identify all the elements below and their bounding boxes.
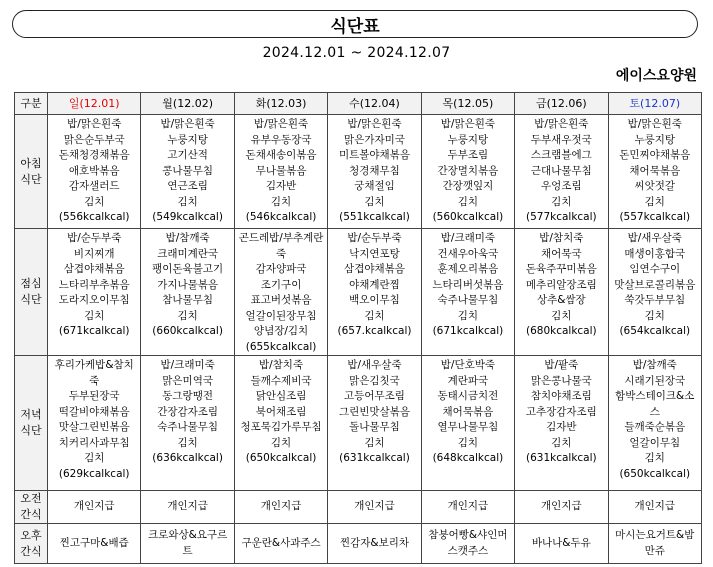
menu-cell [421, 229, 514, 356]
menu-item: 매생이홍합국 [624, 247, 686, 260]
menu-item: (629kcalkcal) [58, 467, 130, 480]
menu-item: 숙주나물무침 [157, 421, 219, 433]
meal-label-line: 오전 [20, 492, 42, 505]
menu-item: 맑은순두부국 [63, 133, 125, 146]
menu-cell [141, 491, 234, 524]
menu-item: 두부된장국 [68, 390, 120, 402]
meal-label-line: 아침 [20, 156, 42, 170]
menu-item: 밥/참깨죽 [632, 359, 677, 371]
menu-item: 채어묵국 [541, 247, 582, 260]
menu-item: 청포묵김가루무침 [240, 421, 322, 433]
menu-item: (680kcalkcal) [525, 325, 597, 337]
menu-item: 누룽지탕 [447, 133, 489, 146]
menu-item: (577kcalkcal) [525, 211, 597, 223]
menu-item: 김치 [177, 195, 198, 208]
menu-item: 개인지급 [354, 500, 395, 513]
menu-item: 상추&쌈장 [536, 294, 586, 306]
menu-item: 맑은가자미국 [344, 133, 405, 146]
menu-cell [141, 115, 234, 229]
menu-item: 밥/단호박죽 [440, 359, 496, 371]
menu-item: 쑥갓두부무침 [624, 294, 686, 306]
menu-item: 낙지연포탕 [349, 247, 400, 260]
menu-item: 개인지급 [260, 500, 302, 513]
menu-item: (655kcalkcal) [245, 340, 317, 353]
menu-item: 숙주나물무침 [437, 294, 499, 306]
menu-item: 밥/팥죽 [544, 359, 579, 371]
menu-item: 맑은김칫국 [349, 374, 400, 387]
menu-item: 개인지급 [73, 500, 115, 513]
menu-item: (556kcalkcal) [58, 211, 130, 223]
menu-cell [608, 491, 701, 524]
menu-item: 김치 [177, 309, 198, 322]
menu-item: (560kcalkcal) [432, 211, 504, 223]
menu-item: 얼갈이된장무침 [245, 309, 317, 322]
menu-item: 밥/참치죽 [539, 232, 584, 244]
menu-cell [48, 491, 141, 524]
menu-cell [234, 524, 327, 564]
menu-cell [234, 356, 327, 491]
menu-item: 스크램블에그 [530, 149, 592, 161]
menu-cell [421, 524, 514, 564]
menu-item: 김치 [364, 436, 385, 449]
menu-item: 찐고구마&배즙 [59, 536, 129, 549]
menu-item: 후리가케밥&참치죽 [54, 359, 134, 387]
menu-item: 누룽지탕 [167, 133, 208, 146]
menu-item: 조기구이 [260, 278, 302, 291]
menu-item: 밥/크래미죽 [440, 232, 496, 244]
menu-cell [515, 229, 608, 356]
menu-item: 밥/순두부죽 [67, 232, 122, 244]
corner-header: 구분 [15, 93, 48, 115]
menu-item: 개인지급 [447, 500, 489, 513]
menu-item: 돈채청경채볶음 [58, 149, 130, 161]
menu-cell [515, 491, 608, 524]
menu-item: (648kcalkcal) [432, 452, 504, 464]
morning-snack-row [15, 491, 702, 524]
menu-item: 그린빈맛살볶음 [338, 405, 410, 418]
menu-cell [515, 115, 608, 229]
afternoon-snack-row [15, 524, 702, 564]
menu-item: (671kcalkcal) [432, 325, 504, 337]
day-header: 수(12.04) [328, 93, 421, 115]
menu-item: 밥/맑은흰죽 [627, 118, 682, 130]
menu-item: 훈제오리볶음 [437, 263, 499, 275]
menu-cell [328, 115, 421, 229]
day-header: 목(12.05) [421, 93, 514, 115]
menu-cell [328, 356, 421, 491]
menu-item: 밥/새우살죽 [347, 359, 402, 371]
menu-item: 김치 [457, 309, 479, 322]
menu-cell [234, 491, 327, 524]
menu-cell [48, 356, 141, 491]
menu-item: 김치 [551, 309, 572, 322]
menu-item: 밥/맑은흰죽 [347, 118, 402, 130]
menu-cell [328, 229, 421, 356]
menu-item: 찐감자&보리차 [339, 536, 409, 549]
menu-item: 돌나물무침 [349, 421, 400, 433]
menu-item: 임연수구이 [629, 263, 681, 275]
menu-item: 밥/맑은흰죽 [440, 118, 496, 130]
menu-cell [328, 524, 421, 564]
menu-item: (557kcalkcal) [619, 211, 691, 223]
menu-item: 밥/참치죽 [258, 359, 304, 371]
menu-item: 고등어무조림 [344, 390, 405, 402]
menu-item: 팽이돈육불고기 [152, 263, 224, 275]
menu-item: 닭안심조림 [255, 390, 307, 402]
menu-item: 참치야채조림 [530, 390, 592, 402]
menu-item: 맑은콩나물국 [530, 374, 592, 387]
menu-item: 북어채조림 [255, 405, 307, 418]
menu-item: 고기산적 [167, 149, 208, 161]
menu-cell [608, 524, 701, 564]
menu-item: 두부조림 [447, 149, 489, 161]
menu-item: 유부우동장국 [250, 133, 312, 146]
day-header-row [15, 93, 702, 115]
weekly-menu-table [14, 92, 702, 564]
page-title: 식단표 [330, 16, 380, 37]
menu-item: (650kcalkcal) [245, 452, 317, 464]
meal-label [15, 524, 48, 564]
breakfast-row [15, 115, 702, 229]
menu-item: (660kcalkcal) [152, 325, 223, 337]
menu-cell [141, 524, 234, 564]
menu-item: 곤드레밥/부추계란죽 [238, 232, 324, 260]
organization-name: 에이스요양원 [615, 68, 697, 84]
menu-item: 김치 [551, 436, 572, 449]
menu-cell [141, 229, 234, 356]
menu-cell [608, 229, 701, 356]
meal-label-line: 점심 [20, 277, 42, 290]
menu-item: 밥/참깨죽 [165, 232, 210, 244]
lunch-row [15, 229, 702, 356]
menu-item: 개인지급 [541, 500, 582, 513]
meal-label [15, 356, 48, 491]
menu-item: (551kcalkcal) [339, 211, 410, 223]
meal-label-line: 식단 [20, 293, 42, 306]
menu-item: 맛살그린빈볶음 [58, 421, 130, 433]
menu-item: (549kcalkcal) [152, 211, 223, 223]
menu-item: (650kcalkcal) [619, 467, 691, 480]
menu-cell [515, 356, 608, 491]
menu-item: 돈민찌야채볶음 [619, 149, 691, 161]
menu-item: 바나나&두유 [531, 536, 591, 549]
menu-cell [421, 356, 514, 491]
meal-label-line: 저녁 [20, 408, 42, 421]
menu-cell [48, 229, 141, 356]
menu-body [15, 115, 702, 564]
menu-item: 밥/크래미죽 [160, 359, 215, 371]
meal-label [15, 115, 48, 229]
menu-item: 참나물무침 [162, 294, 213, 306]
menu-item: 맑은미역국 [162, 374, 213, 387]
menu-item: 청경채무침 [349, 164, 400, 177]
day-header: 금(12.06) [515, 93, 608, 115]
menu-cell [48, 115, 141, 229]
menu-cell [48, 524, 141, 564]
dinner-row [15, 356, 702, 491]
menu-cell [141, 356, 234, 491]
menu-item: 밥/맑은흰죽 [534, 118, 589, 130]
menu-item: 백오이무침 [349, 294, 400, 306]
meal-label [15, 229, 48, 356]
menu-item: 느타리부추볶음 [58, 278, 130, 291]
day-header: 토(12.07) [608, 93, 701, 115]
menu-item: 간장깻잎지 [442, 180, 494, 192]
menu-item: 김자반 [546, 421, 577, 433]
menu-item: 구운란&사과주스 [241, 536, 321, 549]
menu-item: 채어묵볶음 [442, 405, 494, 418]
menu-item: 연근조림 [167, 180, 208, 192]
menu-item: 고추장감자조림 [525, 405, 597, 418]
menu-period: 2024.12.01 ~ 2024.12.07 [262, 45, 451, 61]
menu-item: 야채계란찜 [349, 278, 400, 291]
day-header: 월(12.02) [141, 93, 234, 115]
menu-item: 건새우아욱국 [437, 247, 499, 260]
menu-item: 계란파국 [447, 374, 489, 387]
day-header: 일(12.01) [48, 93, 141, 115]
day-header: 화(12.03) [234, 93, 327, 115]
menu-item: 삼겹야채볶음 [63, 263, 125, 275]
menu-item: 씨앗젓갈 [634, 180, 676, 192]
menu-cell [515, 524, 608, 564]
menu-item: 삼겹야채볶음 [344, 263, 405, 275]
menu-item: 김치 [644, 452, 665, 464]
menu-title-box [12, 10, 698, 38]
menu-item: (631kcalkcal) [525, 452, 597, 464]
menu-item: 김치 [551, 195, 572, 208]
menu-item: 우엉조림 [541, 180, 582, 192]
menu-item: (671kcalkcal) [58, 325, 130, 337]
menu-cell [234, 115, 327, 229]
menu-item: 얼갈이무침 [629, 436, 681, 449]
menu-item: 개인지급 [634, 500, 676, 513]
menu-item: 김치 [270, 195, 292, 208]
menu-item: 궁채절임 [354, 180, 395, 192]
menu-item: 김치 [457, 195, 479, 208]
menu-item: (657.kcalkcal) [337, 325, 412, 337]
menu-item: 밥/맑은흰죽 [67, 118, 122, 130]
menu-item: 누룽지탕 [634, 133, 676, 146]
menu-item: 김치 [84, 195, 105, 208]
menu-item: 김치 [644, 309, 665, 322]
menu-cell [328, 491, 421, 524]
menu-item: 김치 [644, 195, 665, 208]
menu-item: (654kcalkcal) [619, 325, 691, 337]
menu-item: 참붕어빵&샤인머스캣주스 [428, 529, 508, 557]
menu-item: 김치 [364, 195, 385, 208]
menu-item: 밥/맑은흰죽 [253, 118, 309, 130]
menu-cell [421, 491, 514, 524]
menu-item: 느타리버섯볶음 [432, 278, 504, 291]
meal-label-line: 오후 [20, 528, 42, 542]
menu-item: 시래기된장국 [624, 374, 686, 387]
menu-item: 들깨수제비국 [250, 374, 312, 387]
menu-item: 김치 [457, 436, 479, 449]
menu-item: 가지나물볶음 [157, 278, 219, 291]
menu-item: 마시는요거트&밤만쥬 [615, 529, 695, 557]
menu-item: 크로와상&요구르트 [148, 529, 228, 557]
menu-item: 김자반 [265, 180, 297, 192]
menu-item: 밥/순두부죽 [347, 232, 402, 244]
meal-label-line: 식단 [20, 424, 42, 437]
menu-item: 애호박볶음 [68, 164, 120, 177]
menu-cell [608, 356, 701, 491]
menu-item: 김치 [84, 309, 105, 322]
menu-item: 근대나물무침 [530, 164, 592, 177]
menu-item: 김치 [270, 436, 292, 449]
menu-item: 간장감자조림 [157, 405, 219, 418]
menu-item: 열무나물무침 [437, 421, 499, 433]
menu-item: 양념장/김치 [253, 325, 309, 337]
meal-label-line: 간식 [20, 508, 42, 521]
menu-item: 콩나물무침 [162, 164, 213, 177]
menu-item: 떡갈비야채볶음 [58, 405, 130, 418]
menu-item: (631kcalkcal) [339, 452, 410, 464]
menu-item: (636kcalkcal) [152, 452, 223, 464]
menu-cell [421, 115, 514, 229]
menu-item: 동그랑땡전 [162, 390, 213, 402]
meal-label-line: 식단 [20, 172, 42, 186]
meal-label [15, 491, 48, 524]
menu-item: 김치 [84, 452, 105, 464]
menu-item: 들깨죽순볶음 [624, 421, 686, 433]
menu-item: 밥/새우살죽 [627, 232, 682, 244]
menu-item: 메추리알장조림 [525, 278, 597, 291]
menu-item: 미트볼야채볶음 [338, 149, 410, 161]
menu-item: 맛살브로콜리볶음 [614, 278, 696, 291]
menu-item: 감자샐러드 [68, 180, 120, 192]
menu-item: 김치 [364, 309, 385, 322]
menu-item: 크래미계란국 [157, 247, 219, 260]
menu-item: 김치 [177, 436, 198, 449]
menu-item: 함박스테이크&소스 [615, 390, 695, 418]
menu-item: (546kcalkcal) [245, 211, 317, 223]
menu-item: 무나물볶음 [255, 164, 307, 177]
menu-item: 돈육주꾸미볶음 [525, 263, 597, 275]
menu-item: 비지찌개 [73, 247, 115, 260]
menu-item: 밥/맑은흰죽 [160, 118, 215, 130]
menu-item: 도라지오이무침 [58, 294, 130, 306]
menu-item: 동태시금치전 [437, 390, 499, 402]
menu-item: 치커리사과무침 [58, 436, 130, 449]
menu-cell [234, 229, 327, 356]
menu-item: 두부새우젓국 [530, 133, 592, 146]
menu-item: 돈채새송이볶음 [245, 149, 317, 161]
menu-item: 표고버섯볶음 [250, 294, 312, 306]
menu-item: 간장멸치볶음 [437, 164, 499, 177]
meal-label-line: 간식 [20, 544, 42, 558]
menu-item: 감자양파국 [255, 263, 307, 275]
menu-cell [608, 115, 701, 229]
menu-item: 개인지급 [167, 500, 208, 513]
menu-item: 채어묵볶음 [629, 164, 681, 177]
